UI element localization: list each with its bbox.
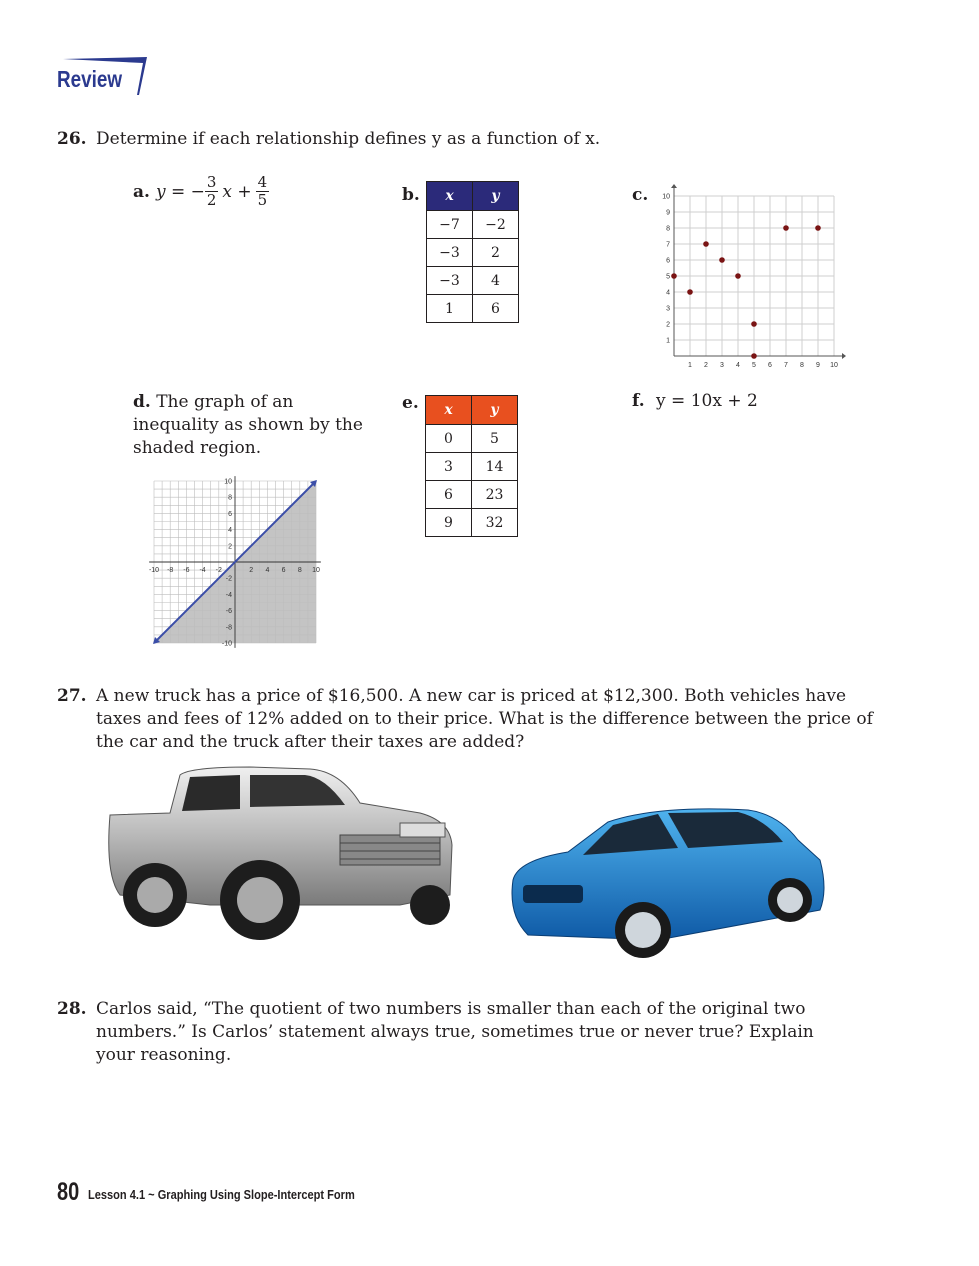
y-tick-label: 6: [228, 510, 232, 518]
fraction-1: $\frac{3}{2}$: [206, 173, 217, 209]
x-tick-label: 9: [816, 362, 820, 369]
header-y: y: [472, 396, 518, 425]
y-tick-label: 10: [662, 193, 670, 201]
question-number: 26.: [57, 129, 87, 149]
x-tick-label: 4: [265, 567, 270, 574]
y-tick-label: 6: [666, 257, 670, 265]
data-point: [783, 225, 789, 231]
y-tick-label: 5: [666, 273, 670, 281]
fraction-2: $\frac{4}{5}$: [257, 173, 268, 209]
data-point: [751, 321, 757, 327]
data-point: [687, 289, 693, 295]
table-row: 9 32: [426, 509, 518, 537]
x-tick-label: 8: [297, 567, 302, 574]
x-tick-label: 10: [830, 362, 838, 369]
question-28-text: Carlos said, “The quotient of two numbers is smaller than each of the original two numbers.” Is Carlos’ statement always true, sometimes true or never true? Explain your reasoning.: [96, 999, 814, 1065]
table-b: [426, 181, 519, 323]
question-27-text: A new truck has a price of $16,500. A new car is priced at $12,300. Both vehicles have taxes and fees of 12% added on to their price. What is the difference between the price of the car and the truck after their taxes are added?: [96, 686, 873, 752]
table-row: 1 6: [427, 295, 519, 323]
header-y: y: [473, 182, 519, 211]
table-e: [425, 395, 518, 537]
y-tick-label: -4: [225, 591, 232, 599]
data-point: [671, 273, 677, 279]
table-row: −7 −2: [427, 211, 519, 239]
y-tick-label: -10: [221, 640, 232, 648]
y-tick-label: 1: [666, 337, 670, 345]
y-tick-label: 2: [228, 543, 232, 551]
table-row: 6 23: [426, 481, 518, 509]
part-label: f.: [632, 391, 645, 411]
table-row: −3 4: [427, 267, 519, 295]
question-26-text: Determine if each relationship defines y as a function of x.: [96, 129, 601, 149]
scatter-plot-c: [650, 184, 850, 369]
y-tick-label: 7: [666, 241, 670, 249]
section-title: Review: [57, 66, 122, 92]
x-tick-label: -10: [148, 567, 160, 574]
equation-mid: x +: [222, 181, 252, 202]
x-tick-label: -4: [199, 567, 206, 574]
page-number: 80: [57, 1178, 80, 1206]
part-d: [133, 391, 373, 460]
equation-lhs: y = −: [155, 181, 205, 202]
data-point: [735, 273, 741, 279]
x-tick-label: 1: [688, 362, 692, 369]
table-row: 0 5: [426, 425, 518, 453]
part-a: [133, 174, 269, 209]
x-tick-label: 5: [752, 362, 756, 369]
x-tick-label: -8: [167, 567, 174, 574]
x-tick-label: -2: [215, 567, 222, 574]
y-tick-label: -2: [225, 575, 232, 583]
x-axis-arrow: [842, 353, 846, 359]
part-label: d.: [133, 392, 151, 412]
part-c-label: c.: [632, 185, 649, 205]
y-tick-label: 4: [228, 527, 232, 535]
question-number: 27.: [57, 686, 87, 706]
y-tick-label: 3: [666, 305, 670, 313]
data-point: [815, 225, 821, 231]
table-row: 3 14: [426, 453, 518, 481]
data-point: [719, 257, 725, 263]
x-tick-label: 10: [312, 567, 320, 574]
x-tick-label: 3: [720, 362, 724, 369]
lesson-title: Lesson 4.1 ~ Graphing Using Slope-Intercept Form: [88, 1187, 355, 1202]
y-tick-label: 8: [666, 225, 670, 233]
header-x: x: [427, 182, 473, 211]
x-tick-label: 2: [249, 567, 254, 574]
y-tick-label: -6: [225, 608, 232, 616]
blue-car-image: [508, 800, 828, 965]
part-e-label: e.: [402, 393, 419, 413]
y-tick-label: -8: [225, 624, 232, 632]
y-tick-label: 4: [666, 289, 670, 297]
x-tick-label: 7: [784, 362, 788, 369]
x-tick-label: 8: [800, 362, 804, 369]
pickup-truck-image: [100, 765, 460, 950]
x-tick-label: 2: [704, 362, 708, 369]
data-point: [751, 353, 757, 359]
x-tick-label: 6: [768, 362, 772, 369]
y-tick-label: 9: [666, 209, 670, 217]
part-d-text: The graph of an inequality as shown by the shaded region.: [133, 392, 363, 458]
part-f: [632, 391, 758, 411]
equation-f: y = 10x + 2: [656, 391, 758, 411]
y-tick-label: 10: [224, 478, 232, 486]
question-26: [57, 128, 87, 151]
question-number: 28.: [57, 999, 87, 1019]
part-b-label: b.: [402, 185, 420, 205]
table-row: −3 2: [427, 239, 519, 267]
part-label: a.: [133, 181, 150, 202]
y-tick-label: 8: [228, 494, 232, 502]
x-tick-label: 6: [281, 567, 286, 574]
data-point: [703, 241, 709, 247]
y-axis-arrow: [671, 184, 677, 188]
x-tick-label: 4: [736, 362, 740, 369]
y-tick-label: 2: [666, 321, 670, 329]
inequality-graph-d: [145, 470, 330, 655]
x-tick-label: -6: [183, 567, 190, 574]
header-x: x: [426, 396, 472, 425]
question-27: [57, 685, 87, 708]
question-28: [57, 998, 87, 1021]
